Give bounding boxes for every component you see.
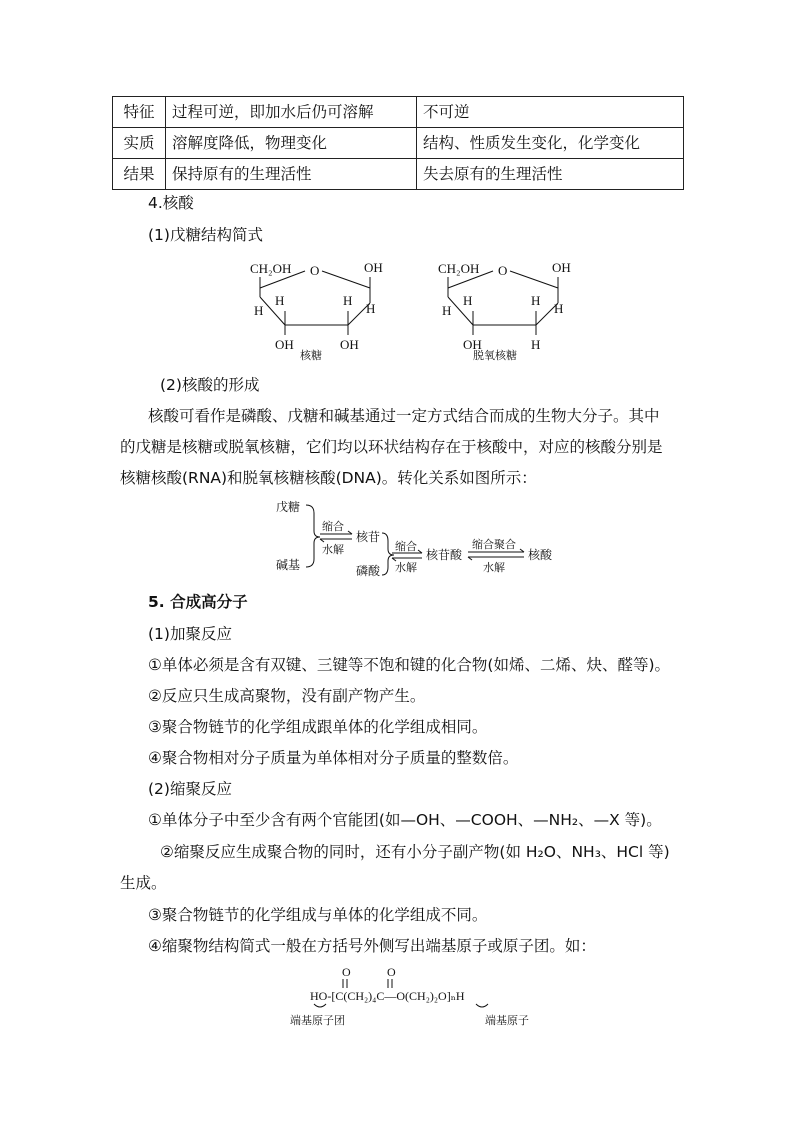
list-item: 生成。 — [120, 874, 167, 892]
list-item: ②反应只生成高聚物，没有副产物产生。 — [148, 687, 426, 705]
flow-hydrolysis-label-3: 水解 — [483, 561, 505, 574]
nucleic-acid-flow-diagram — [270, 495, 570, 580]
formula-left-label: 端基原子团 — [290, 1014, 345, 1027]
ribose-h: H — [275, 293, 285, 308]
list-item: ③聚合物链节的化学组成跟单体的化学组成相同。 — [148, 718, 488, 736]
deoxyribose-h: H — [463, 293, 473, 308]
list-item: ②缩聚反应生成聚合物的同时，还有小分子副产物(如 H₂O、NH₃、HCl 等) — [160, 843, 670, 861]
section-heading: 4.核酸 — [148, 194, 194, 212]
list-item: ③聚合物链节的化学组成与单体的化学组成不同。 — [148, 906, 488, 924]
flow-pentose: 戊糖 — [276, 500, 301, 514]
subheading: (2)核酸的形成 — [160, 376, 260, 394]
table-cell: 溶解度降低，物理变化 — [166, 128, 417, 159]
ribose-oh-top: OH — [364, 260, 383, 275]
flow-base: 碱基 — [276, 558, 301, 572]
formula-text: HO-[C(CH₂)₄C—O(CH₂)₂O]ₙH — [310, 989, 465, 1003]
table-cell: 结构、性质发生变化，化学变化 — [417, 128, 684, 159]
ribose-structure — [250, 260, 383, 362]
deoxyribose-h: H — [442, 303, 452, 318]
flow-condense-label: 缩合 — [322, 520, 344, 533]
list-item: ④聚合物相对分子质量为单体相对分子质量的整数倍。 — [148, 749, 519, 767]
flow-phosphate: 磷酸 — [356, 564, 381, 578]
ribose-h: H — [343, 293, 353, 308]
table-cell: 不可逆 — [417, 97, 684, 128]
deoxyribose-o: O — [498, 263, 508, 278]
formula-carbonyl-o: O — [387, 965, 396, 979]
table-cell: 结果 — [113, 159, 166, 190]
paragraph-line: 核糖核酸(RNA)和脱氧核糖核酸(DNA)。转化关系如图所示： — [120, 469, 537, 487]
comparison-table — [112, 96, 684, 190]
deoxyribose-structure — [438, 260, 571, 362]
paragraph-line: 核酸可看作是磷酸、戊糖和碱基通过一定方式结合而成的生物大分子。其中 — [148, 407, 660, 425]
deoxyribose-ch2oh: CH₂OH — [438, 261, 480, 276]
ribose-ch2oh: CH₂OH — [250, 261, 292, 276]
list-item: ①单体必须是含有双键、三键等不饱和键的化合物(如烯、二烯、炔、醛等)。 — [148, 656, 670, 674]
flow-hydrolysis-label: 水解 — [322, 543, 344, 556]
ribose-o: O — [310, 263, 320, 278]
table-cell: 失去原有的生理活性 — [417, 159, 684, 190]
flow-nucleotide: 核苷酸 — [426, 548, 463, 562]
ribose-h: H — [254, 303, 264, 318]
flow-nucleic-acid: 核酸 — [528, 548, 553, 562]
subheading: (2)缩聚反应 — [148, 780, 232, 798]
formula-right-label: 端基原子 — [485, 1014, 529, 1027]
table-row — [113, 128, 684, 159]
table-row — [113, 97, 684, 128]
formula-carbonyl-o: O — [342, 965, 351, 979]
subheading: (1)戊糖结构简式 — [148, 226, 263, 244]
ribose-label: 核糖 — [300, 349, 322, 362]
deoxyribose-h: H — [554, 301, 564, 316]
ribose-oh: OH — [275, 337, 294, 352]
flow-nucleoside: 核苷 — [356, 530, 381, 544]
deoxyribose-label: 脱氧核糖 — [473, 349, 517, 362]
subheading: (1)加聚反应 — [148, 625, 232, 643]
deoxyribose-h-bottom: H — [531, 337, 541, 352]
section-heading: 5. 合成高分子 — [148, 593, 248, 611]
table-cell: 实质 — [113, 128, 166, 159]
flow-condense-label-2: 缩合 — [395, 540, 417, 553]
pentose-structures — [230, 255, 590, 365]
flow-hydrolysis-label-2: 水解 — [395, 561, 417, 574]
deoxyribose-oh-top: OH — [552, 260, 571, 275]
deoxyribose-oh: OH — [463, 337, 482, 352]
table-cell: 保持原有的生理活性 — [166, 159, 417, 190]
polymer-formula — [280, 962, 560, 1032]
table-cell: 过程可逆，即加水后仍可溶解 — [166, 97, 417, 128]
ribose-oh: OH — [340, 337, 359, 352]
table-row — [113, 159, 684, 190]
list-item: ④缩聚物结构简式一般在方括号外侧写出端基原子或原子团。如： — [148, 937, 596, 955]
deoxyribose-h: H — [531, 293, 541, 308]
ribose-h: H — [366, 301, 376, 316]
paragraph-line: 的戊糖是核糖或脱氧核糖，它们均以环状结构存在于核酸中，对应的核酸分别是 — [120, 438, 663, 456]
table-cell: 特征 — [113, 97, 166, 128]
flow-polycondense-label: 缩合聚合 — [472, 538, 516, 551]
list-item: ①单体分子中至少含有两个官能团(如—OH、—COOH、—NH₂、—X 等)。 — [148, 811, 662, 829]
